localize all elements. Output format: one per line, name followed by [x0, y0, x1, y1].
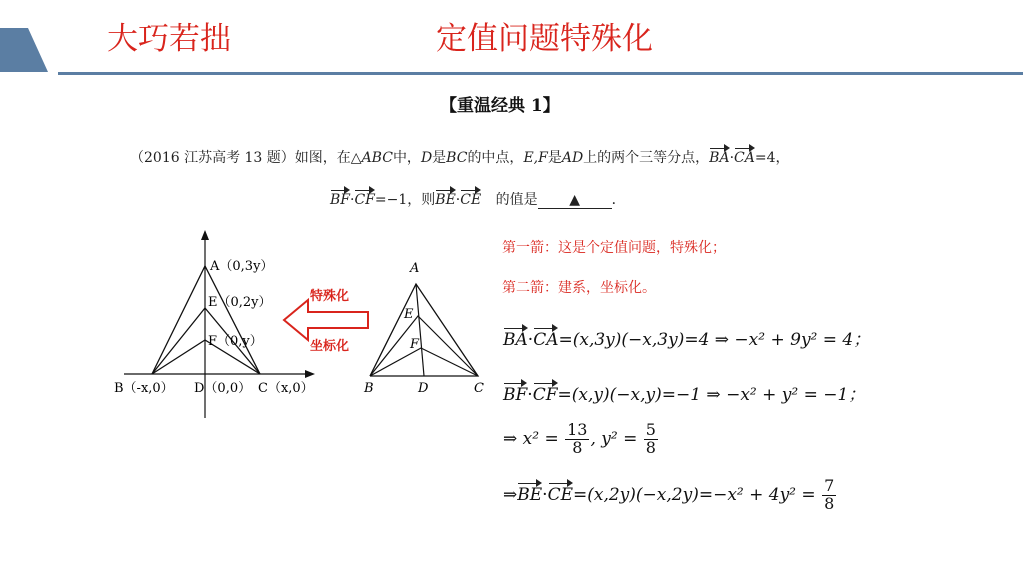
vector-cf: CF	[532, 385, 558, 405]
tri-label-d: D	[418, 381, 429, 396]
label-c-coord: C（x,0）	[258, 381, 314, 396]
problem-var: ABC	[361, 150, 393, 166]
header-corner-shape	[0, 28, 50, 74]
section-title: 【重温经典 1】	[440, 96, 560, 116]
label-d-coord: D（0,0）	[194, 381, 252, 396]
label-e-coord: E（0,2y）	[208, 295, 272, 310]
tri-label-c: C	[474, 381, 484, 396]
vector-ce: CE	[547, 484, 573, 505]
fraction-num: 7	[824, 476, 835, 495]
vector-ca: CA	[533, 330, 559, 350]
tri-label-f: F	[410, 337, 420, 352]
problem-line-2: BF·CF=−1，则BE·CE 的值是 ▲ ．	[330, 192, 626, 208]
vector-ba: BA	[709, 150, 730, 166]
equation-text: =(x,3y)(−x,3y)=4 ⇒ −x² + 9y² = 4；	[558, 330, 871, 350]
tri-label-b: B	[364, 381, 374, 396]
fraction-result	[822, 478, 836, 513]
vector-ca: CA	[734, 150, 755, 166]
arrow-label-bottom: 坐标化	[310, 339, 350, 354]
fraction-num: 13	[567, 420, 588, 439]
equation-line-3	[503, 422, 659, 457]
fraction-den: 8	[645, 437, 656, 457]
page-title-left: 大巧若拙	[107, 21, 231, 57]
problem-var: BC	[446, 150, 468, 166]
arrow-label-top: 特殊化	[310, 289, 350, 304]
problem-var: AD	[561, 150, 584, 166]
equation-line-2: BF·CF=(x,y)(−x,y)=−1 ⇒ −x² + y² = −1；	[503, 385, 866, 405]
fraction-den: 8	[824, 493, 835, 513]
problem-text: =4，	[754, 150, 790, 166]
fraction-num: 5	[645, 420, 656, 439]
vector-bf: BF	[330, 192, 351, 208]
equation-line-1: BA·CA=(x,3y)(−x,3y)=4 ⇒ −x² + 9y² = 4；	[503, 330, 871, 350]
problem-text: （2016 江苏高考 13 题）如图，在△	[130, 150, 362, 166]
problem-text: ，则	[407, 192, 436, 208]
problem-text: 的中点，	[467, 150, 524, 166]
label-a-coord: A（0,3y）	[210, 259, 274, 274]
equation-text: =(x,2y)(−x,2y)=−x² + 4y² =	[572, 484, 816, 505]
equation-text: ⇒ x² =	[503, 428, 559, 449]
vector-ba: BA	[503, 330, 528, 350]
problem-var: E,F	[523, 150, 548, 166]
problem-text: =−1	[374, 192, 408, 208]
tri-label-e: E	[404, 307, 414, 322]
problem-text: 中，	[392, 150, 421, 166]
problem-text: 是	[432, 150, 447, 166]
page-title-right: 定值问题特殊化	[436, 21, 653, 57]
note-arrow-2: 第二箭：建系，坐标化。	[502, 280, 656, 296]
vector-cf: CF	[354, 192, 375, 208]
fraction-y2	[644, 422, 658, 457]
note-arrow-1: 第一箭：这是个定值问题，特殊化；	[502, 240, 726, 256]
fraction-x2	[565, 422, 589, 457]
equation-line-4: ⇒BE·CE=(x,2y)(−x,2y)=−x² + 4y² = $\frac{7}{8}$	[503, 476, 835, 513]
triangle-figure	[360, 258, 495, 398]
problem-text: ．	[611, 192, 626, 208]
tri-label-a: A	[410, 261, 420, 276]
equation-text: , y² =	[590, 428, 638, 449]
equation-text: =(x,y)(−x,y)=−1 ⇒ −x² + y² = −1；	[557, 385, 866, 405]
problem-line-1: （2016 江苏高考 13 题）如图，在△ABC中，D是BC的中点，E,F是AD上的两个三等分点，BA·CA=4，	[130, 150, 790, 166]
vector-bf: BF	[503, 385, 528, 405]
label-f-coord: F（0,y）	[208, 334, 263, 349]
problem-var: D	[420, 150, 433, 166]
equation-text: ⇒	[503, 484, 518, 505]
problem-text: 上的两个三等分点，	[583, 150, 710, 166]
problem-text: 是	[547, 150, 562, 166]
vector-be: BE	[435, 192, 456, 208]
problem-text: 的值是	[495, 192, 538, 208]
label-b-coord: B（-x,0）	[114, 381, 174, 396]
vector-be: BE	[517, 484, 543, 505]
header-divider	[58, 72, 1023, 75]
fraction-den: 8	[572, 437, 583, 457]
answer-blank: ▲	[538, 192, 612, 209]
vector-ce: CE	[460, 192, 482, 208]
